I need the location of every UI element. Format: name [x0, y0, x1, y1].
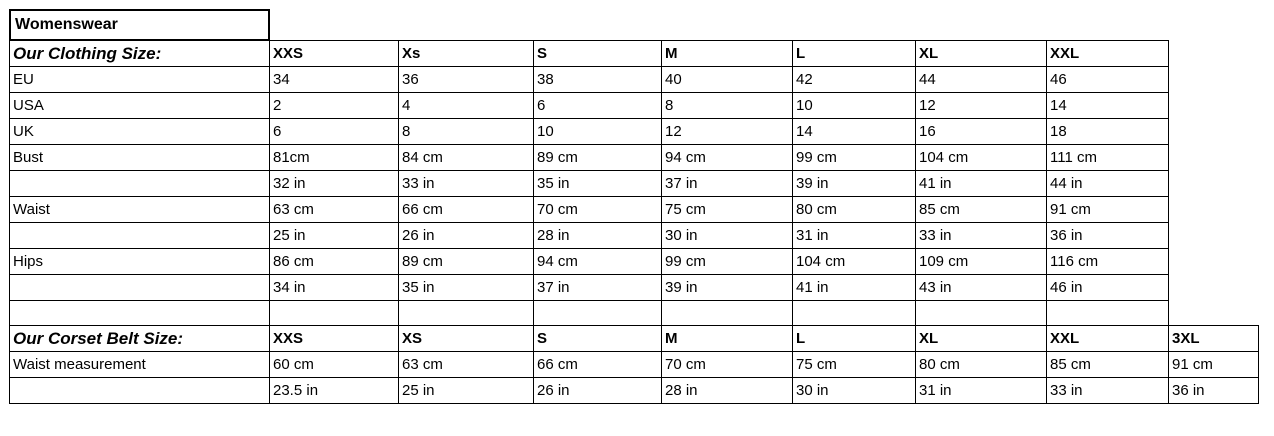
table-row [10, 301, 1259, 326]
table-cell: 111 cm [1047, 145, 1169, 171]
empty-cell [1169, 119, 1259, 145]
corset-size-header-cell: L [793, 326, 916, 352]
table-row [10, 67, 1259, 93]
table-cell: 84 cm [399, 145, 534, 171]
table-cell: 28 in [534, 223, 662, 249]
table-cell: 35 in [534, 171, 662, 197]
table-cell: 38 [534, 67, 662, 93]
corset-size-header-cell: XL [916, 326, 1047, 352]
clothing-size-header-cell: Xs [399, 41, 534, 67]
corset-size-header-cell: S [534, 326, 662, 352]
table-cell: 26 in [534, 378, 662, 404]
table-cell: 99 cm [793, 145, 916, 171]
corset-size-header-cell: XXL [1047, 326, 1169, 352]
corset-size-header-cell: 3XL [1169, 326, 1259, 352]
clothing-size-header-cell: L [793, 41, 916, 67]
table-cell: 8 [399, 119, 534, 145]
clothing-size-section [10, 41, 1259, 326]
table-row [10, 352, 1259, 378]
table-cell: 80 cm [916, 352, 1047, 378]
table-row [10, 145, 1259, 171]
table-cell: 12 [916, 93, 1047, 119]
table-cell: 40 [662, 67, 793, 93]
table-cell: 46 [1047, 67, 1169, 93]
table-cell: 32 in [270, 171, 399, 197]
table-cell [270, 301, 399, 326]
table-cell: 94 cm [662, 145, 793, 171]
table-cell: 66 cm [399, 197, 534, 223]
table-cell: 116 cm [1047, 249, 1169, 275]
table-cell: 37 in [662, 171, 793, 197]
table-cell: 4 [399, 93, 534, 119]
table-cell: 28 in [662, 378, 793, 404]
clothing-size-header-label: Our Clothing Size: [10, 41, 270, 67]
corset-belt-size-section [10, 326, 1259, 404]
table-cell: 44 in [1047, 171, 1169, 197]
table-cell: 36 in [1047, 223, 1169, 249]
row-label: Bust [10, 145, 270, 171]
table-cell: 25 in [399, 378, 534, 404]
table-cell: 12 [662, 119, 793, 145]
table-cell [1047, 301, 1169, 326]
table-cell: 30 in [662, 223, 793, 249]
table-cell: 99 cm [662, 249, 793, 275]
empty-cell [1169, 275, 1259, 301]
table-row [10, 275, 1259, 301]
table-cell: 18 [1047, 119, 1169, 145]
table-cell: 8 [662, 93, 793, 119]
table-cell: 25 in [270, 223, 399, 249]
table-cell: 34 [270, 67, 399, 93]
table-cell: 31 in [916, 378, 1047, 404]
table-cell: 70 cm [534, 197, 662, 223]
table-cell [793, 301, 916, 326]
table-cell: 14 [1047, 93, 1169, 119]
row-label [10, 301, 270, 326]
table-cell: 75 cm [662, 197, 793, 223]
table-cell: 30 in [793, 378, 916, 404]
clothing-size-header-cell: XXS [270, 41, 399, 67]
table-row [10, 378, 1259, 404]
table-row [10, 197, 1259, 223]
table-cell: 41 in [793, 275, 916, 301]
empty-cell [1169, 145, 1259, 171]
row-label: Waist measurement [10, 352, 270, 378]
table-cell: 10 [793, 93, 916, 119]
row-label: Waist [10, 197, 270, 223]
table-cell: 104 cm [793, 249, 916, 275]
table-row [10, 171, 1259, 197]
table-cell: 85 cm [916, 197, 1047, 223]
table-cell [916, 301, 1047, 326]
clothing-size-header-cell: M [662, 41, 793, 67]
table-cell: 33 in [399, 171, 534, 197]
table-cell: 81cm [270, 145, 399, 171]
table-cell: 36 in [1169, 378, 1259, 404]
table-cell: 26 in [399, 223, 534, 249]
table-cell: 104 cm [916, 145, 1047, 171]
table-cell: 91 cm [1047, 197, 1169, 223]
empty-cell [1169, 197, 1259, 223]
table-cell: 60 cm [270, 352, 399, 378]
row-label: EU [10, 67, 270, 93]
clothing-size-header-cell: S [534, 41, 662, 67]
corset-size-header-cell: XXS [270, 326, 399, 352]
empty-cell [1169, 249, 1259, 275]
table-cell: 109 cm [916, 249, 1047, 275]
corset-size-header-label: Our Corset Belt Size: [10, 326, 270, 352]
table-cell: 85 cm [1047, 352, 1169, 378]
row-label [10, 171, 270, 197]
clothing-size-header-cell: XL [916, 41, 1047, 67]
table-cell: 42 [793, 67, 916, 93]
page-title: Womenswear [9, 9, 270, 41]
row-label [10, 275, 270, 301]
table-cell: 41 in [916, 171, 1047, 197]
corset-size-header-cell: XS [399, 326, 534, 352]
empty-cell [1169, 223, 1259, 249]
clothing-size-header-row [10, 41, 1259, 67]
table-cell: 31 in [793, 223, 916, 249]
table-cell [534, 301, 662, 326]
table-cell: 6 [270, 119, 399, 145]
table-cell: 91 cm [1169, 352, 1259, 378]
table-cell: 44 [916, 67, 1047, 93]
table-cell: 70 cm [662, 352, 793, 378]
table-cell: 23.5 in [270, 378, 399, 404]
table-cell: 34 in [270, 275, 399, 301]
table-row [10, 249, 1259, 275]
empty-cell [1169, 67, 1259, 93]
row-label [10, 378, 270, 404]
table-cell: 35 in [399, 275, 534, 301]
corset-size-header-cell: M [662, 326, 793, 352]
table-row [10, 223, 1259, 249]
table-cell [662, 301, 793, 326]
table-cell: 46 in [1047, 275, 1169, 301]
empty-cell [1169, 93, 1259, 119]
table-cell: 63 cm [399, 352, 534, 378]
table-cell: 37 in [534, 275, 662, 301]
table-cell: 39 in [662, 275, 793, 301]
table-cell: 33 in [916, 223, 1047, 249]
table-cell: 14 [793, 119, 916, 145]
empty-cell [1169, 301, 1259, 326]
table-cell: 2 [270, 93, 399, 119]
table-cell: 10 [534, 119, 662, 145]
table-cell: 89 cm [534, 145, 662, 171]
empty-cell [1169, 41, 1259, 67]
table-cell: 33 in [1047, 378, 1169, 404]
table-cell [399, 301, 534, 326]
size-chart-table [9, 40, 1259, 404]
table-cell: 63 cm [270, 197, 399, 223]
row-label: Hips [10, 249, 270, 275]
table-cell: 66 cm [534, 352, 662, 378]
table-cell: 39 in [793, 171, 916, 197]
table-row [10, 93, 1259, 119]
table-cell: 80 cm [793, 197, 916, 223]
row-label: USA [10, 93, 270, 119]
corset-size-header-row [10, 326, 1259, 352]
row-label: UK [10, 119, 270, 145]
table-cell: 43 in [916, 275, 1047, 301]
table-cell: 94 cm [534, 249, 662, 275]
table-cell: 16 [916, 119, 1047, 145]
row-label [10, 223, 270, 249]
table-cell: 6 [534, 93, 662, 119]
table-cell: 75 cm [793, 352, 916, 378]
table-cell: 89 cm [399, 249, 534, 275]
table-row [10, 119, 1259, 145]
empty-cell [1169, 171, 1259, 197]
table-cell: 36 [399, 67, 534, 93]
table-cell: 86 cm [270, 249, 399, 275]
clothing-size-header-cell: XXL [1047, 41, 1169, 67]
